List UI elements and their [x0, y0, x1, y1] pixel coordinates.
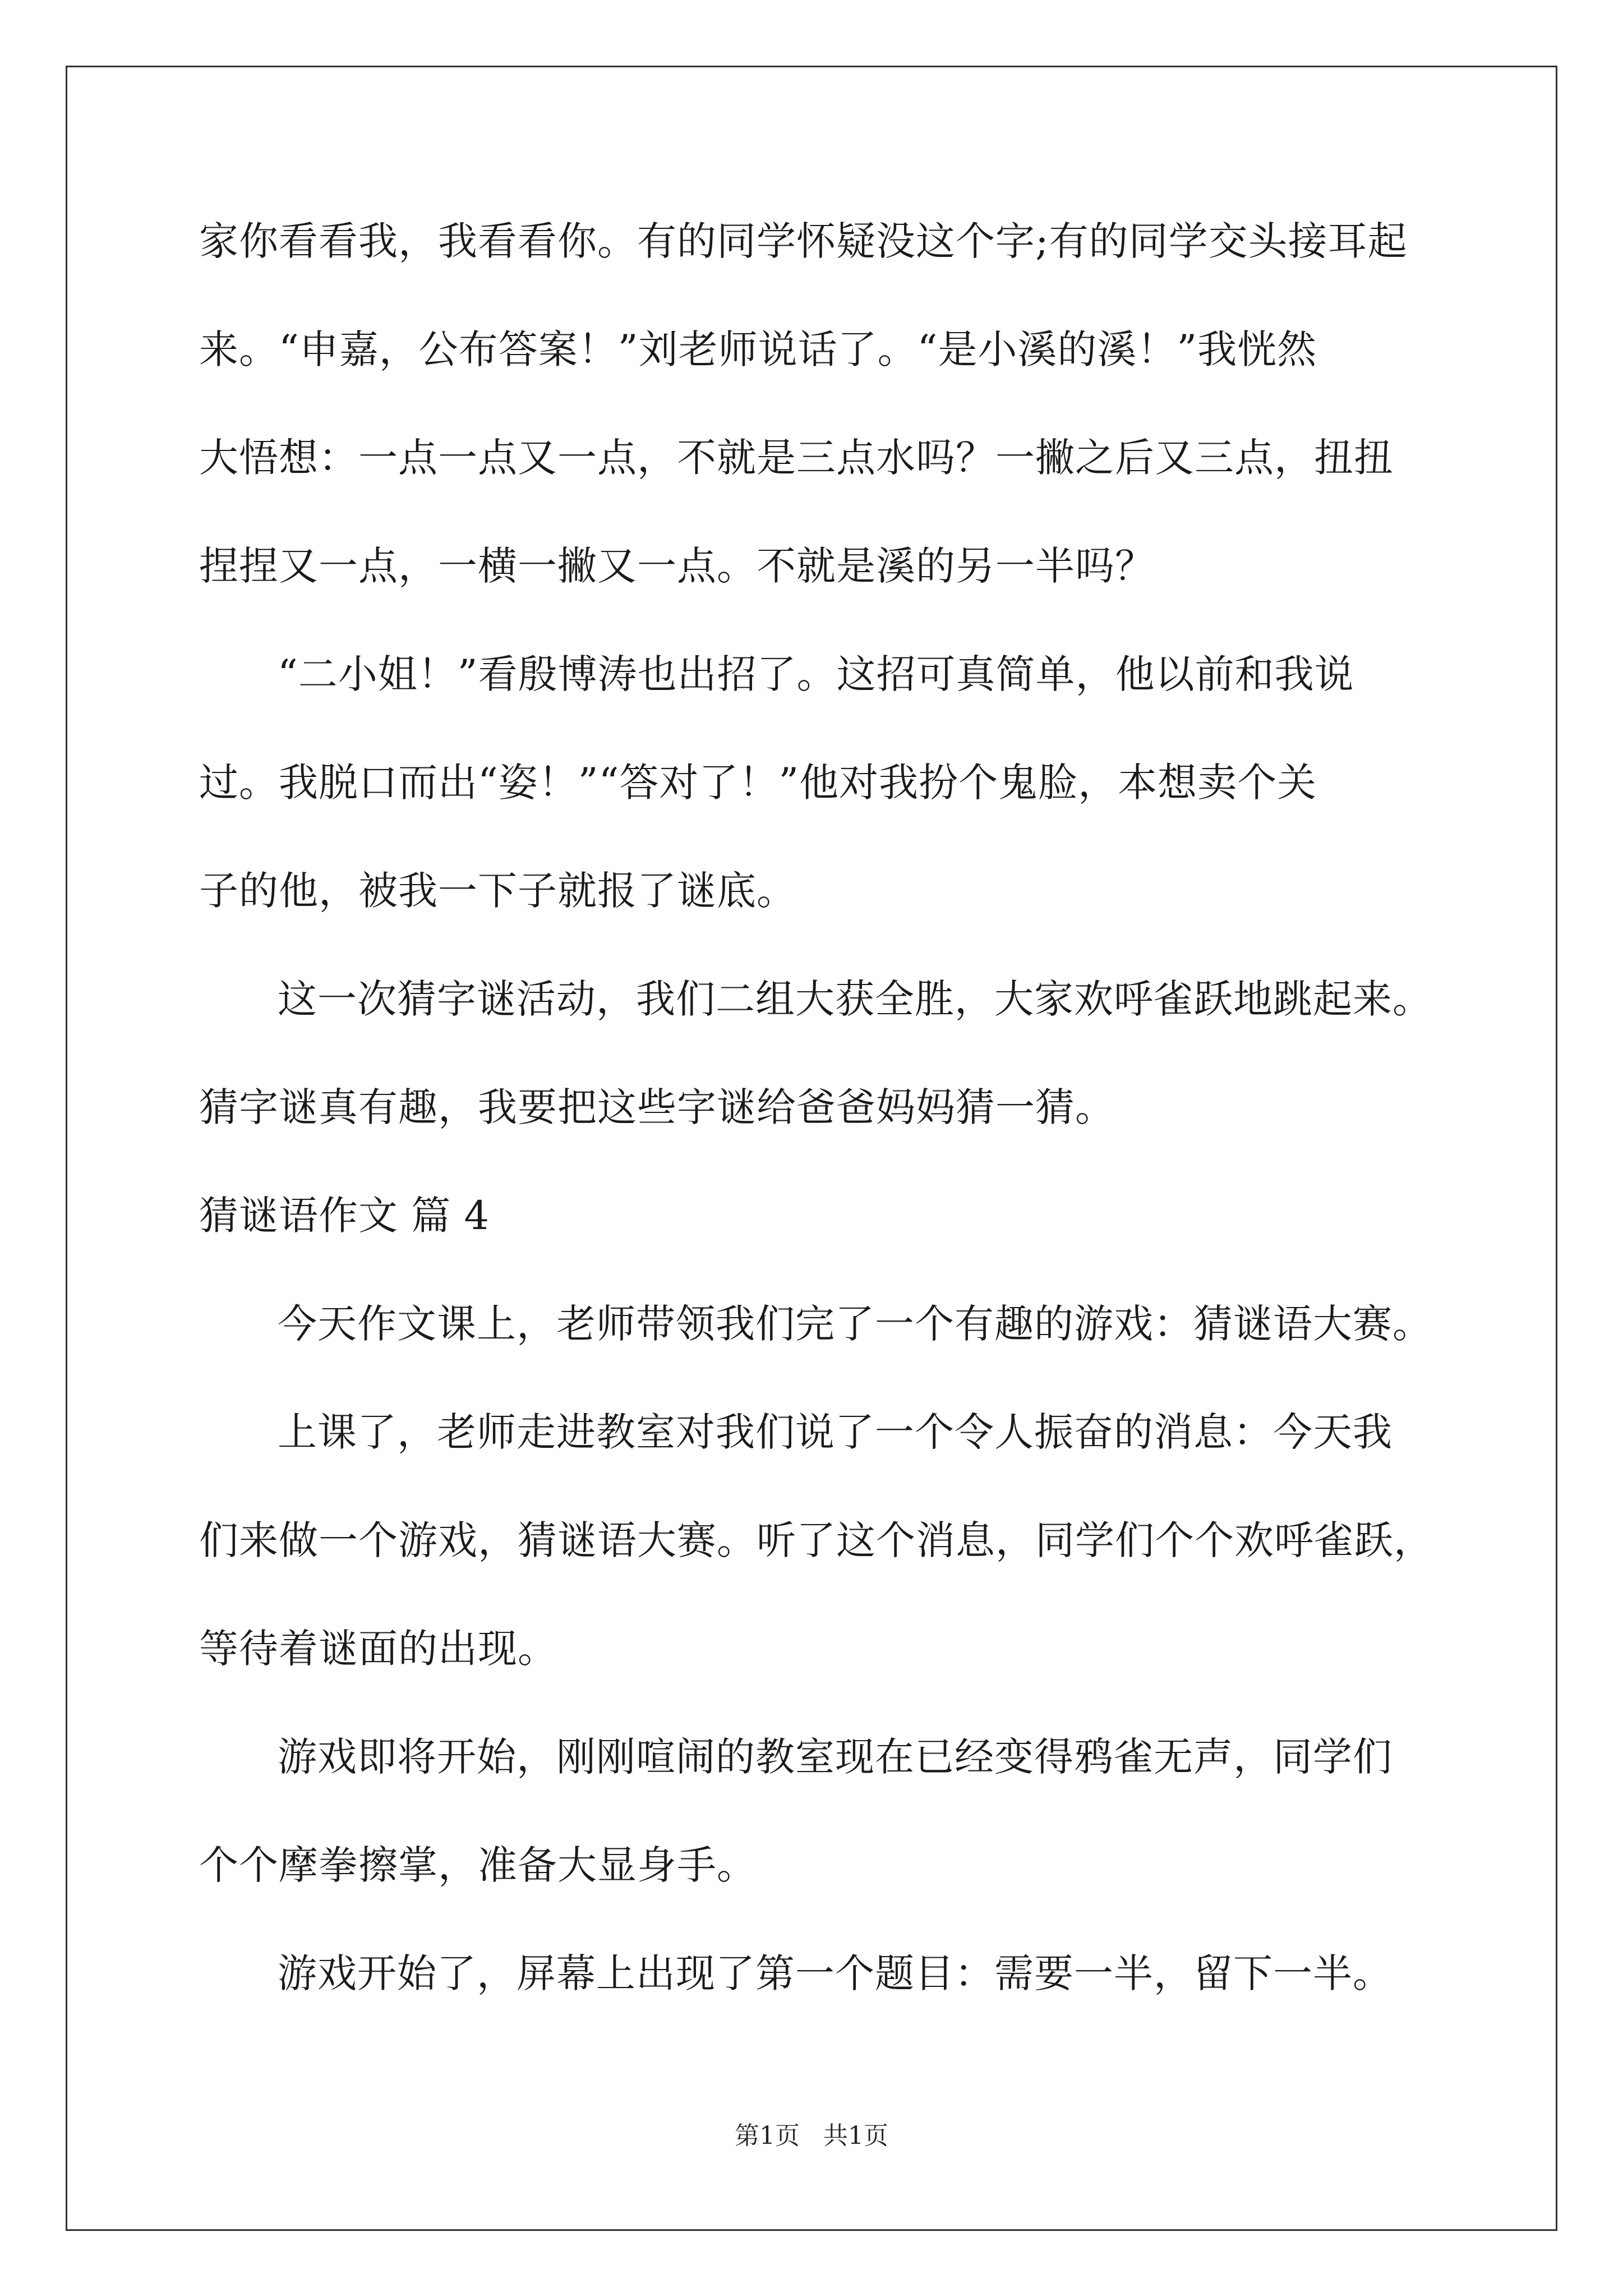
page-number: 第1页 [735, 2122, 800, 2150]
text-line: 捏捏又一点，一横一撇又一点。不就是溪的另一半吗？ [199, 543, 1155, 589]
paragraph-start: 上课了，老师走进教室对我们说了一个令人振奋的消息：今天我 [278, 1409, 1393, 1455]
text-line: 过。我脱口而出“姿！”“答对了！”他对我扮个鬼脸，本想卖个关 [199, 760, 1317, 806]
text-line: 来。“申嘉，公布答案！”刘老师说话了。“是小溪的溪！”我恍然 [199, 326, 1317, 372]
section-heading: 猜谜语作文 篇 4 [199, 1193, 490, 1239]
page-border [66, 66, 1557, 2231]
paragraph-start: “二小姐！”看殷博涛也出招了。这招可真简单，他以前和我说 [278, 651, 1354, 697]
text-line: 等待着谜面的出现。 [199, 1626, 557, 1672]
paragraph-start: 这一次猜字谜活动，我们二组大获全胜，大家欢呼雀跃地跳起来。 [278, 976, 1432, 1022]
text-line: 子的他，被我一下子就报了谜底。 [199, 868, 796, 914]
text-line: 个个摩拳擦掌，准备大显身手。 [199, 1842, 757, 1888]
text-line: 大悟想：一点一点又一点，不就是三点水吗？一撇之后又三点，扭扭 [199, 435, 1394, 481]
text-line: 们来做一个游戏，猜谜语大赛。听了这个消息，同学们个个欢呼雀跃， [199, 1517, 1433, 1563]
page-total: 共1页 [823, 2122, 888, 2150]
paragraph-start: 游戏即将开始，刚刚喧闹的教室现在已经变得鸦雀无声，同学们 [278, 1734, 1393, 1780]
paragraph-start: 今天作文课上，老师带领我们完了一个有趣的游戏：猜谜语大赛。 [278, 1301, 1432, 1347]
page-footer [0, 2119, 1623, 2153]
paragraph-start: 游戏开始了，屏幕上出现了第一个题目：需要一半，留下一半。 [278, 1950, 1393, 1996]
text-line: 猜字谜真有趣，我要把这些字谜给爸爸妈妈猜一猜。 [199, 1084, 1115, 1130]
text-line: 家你看看我，我看看你。有的同学怀疑没这个字;有的同学交头接耳起 [199, 218, 1408, 264]
